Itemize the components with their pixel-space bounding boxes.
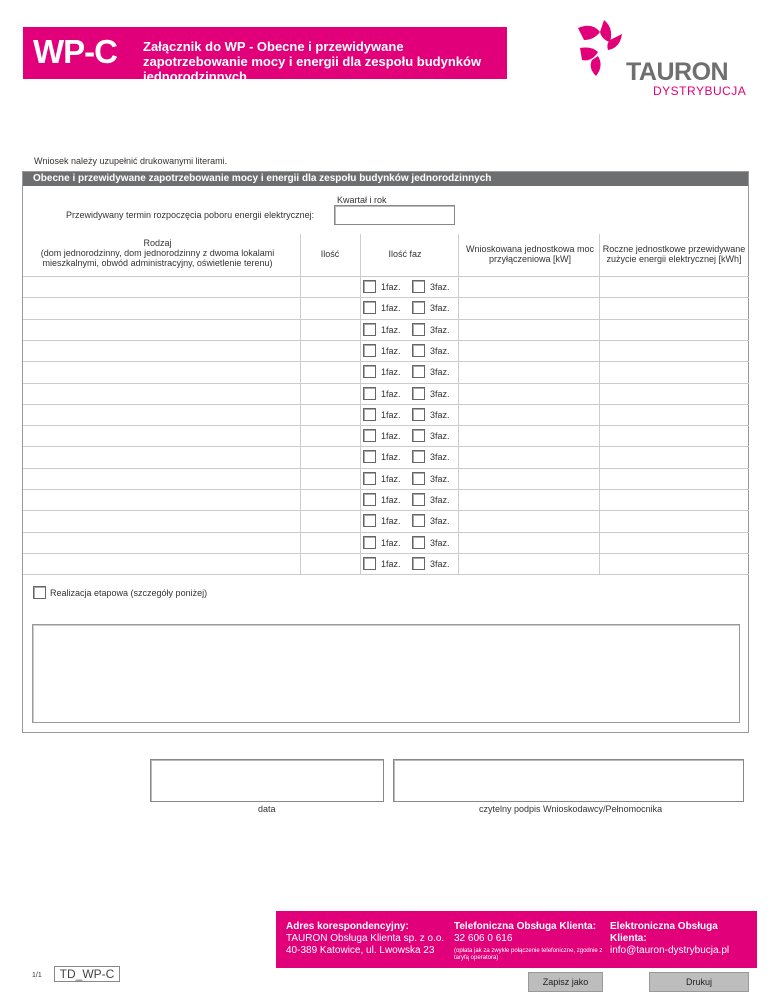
start-term-label: Przewidywany termin rozpoczęcia poboru energii elektrycznej:: [66, 210, 315, 220]
fill-instruction: Wniosek należy uzupełnić drukowanymi literami.: [34, 156, 228, 166]
address-line2: 40-389 Katowice, ul. Lwowska 23: [286, 945, 435, 956]
col-phases-header: Ilość faz: [388, 249, 422, 259]
phase1-checkbox[interactable]: [363, 365, 376, 378]
table-row-divider: [23, 340, 749, 341]
phase1-label: 1faz.: [381, 431, 401, 441]
table-row-divider: [23, 468, 749, 469]
phase1-label: 1faz.: [381, 346, 401, 356]
quarter-label: Kwartał i rok: [337, 195, 387, 205]
signature-field[interactable]: [393, 759, 744, 802]
phase3-label: 3faz.: [430, 474, 450, 484]
phase3-label: 3faz.: [430, 303, 450, 313]
phase3-checkbox[interactable]: [412, 514, 425, 527]
staged-realization-label: Realizacja etapowa (szczegóły poniżej): [50, 588, 208, 598]
col-energy-header: Roczne jednostkowe przewidywane zużycie energii elektrycznej [kWh]: [602, 244, 746, 264]
quarter-year-input[interactable]: [334, 205, 455, 225]
phase3-checkbox[interactable]: [412, 408, 425, 421]
phase1-checkbox[interactable]: [363, 387, 376, 400]
header-banner: [23, 27, 507, 84]
phone-title: Telefoniczna Obsługa Klienta:: [454, 921, 597, 932]
table-row-divider: [23, 510, 749, 511]
phase3-label: 3faz.: [430, 346, 450, 356]
tauron-logo: [568, 18, 748, 98]
phase1-label: 1faz.: [381, 410, 401, 420]
phase3-checkbox[interactable]: [412, 344, 425, 357]
phase3-checkbox[interactable]: [412, 429, 425, 442]
phase3-label: 3faz.: [430, 538, 450, 548]
phase1-label: 1faz.: [381, 559, 401, 569]
phase3-label: 3faz.: [430, 389, 450, 399]
form-title: Załącznik do WP - Obecne i przewidywane zapotrzebowanie mocy i energii dla zespołu budynków jednorodzinnych.: [143, 39, 482, 84]
table-row-divider: [23, 361, 749, 362]
phone-note: (opłata jak za zwykłe połączenie telefoniczne, zgodnie z taryfą operatora): [454, 948, 603, 961]
phase3-label: 3faz.: [430, 282, 450, 292]
phase1-label: 1faz.: [381, 389, 401, 399]
table-row-divider: [23, 553, 749, 554]
section-title: Obecne i przewidywane zapotrzebowanie mocy i energii dla zespołu budynków jednorodzinnych: [23, 172, 748, 186]
phase1-checkbox[interactable]: [363, 344, 376, 357]
phase3-checkbox[interactable]: [412, 557, 425, 570]
phase1-label: 1faz.: [381, 452, 401, 462]
save-as-button[interactable]: Zapisz jako: [528, 972, 603, 992]
phase3-checkbox[interactable]: [412, 472, 425, 485]
contact-footer: [276, 911, 757, 968]
phase3-label: 3faz.: [430, 559, 450, 569]
table-row-divider: [23, 297, 749, 298]
table-row-divider: [23, 489, 749, 490]
address-title: Adres korespondencyjny:: [286, 921, 409, 932]
page-number: 1/1: [32, 972, 42, 979]
phase3-label: 3faz.: [430, 410, 450, 420]
phase1-label: 1faz.: [381, 495, 401, 505]
phase3-checkbox[interactable]: [412, 365, 425, 378]
phase1-checkbox[interactable]: [363, 472, 376, 485]
date-label: data: [258, 804, 276, 814]
phase1-label: 1faz.: [381, 516, 401, 526]
table-row-divider: [23, 574, 749, 575]
phase1-label: 1faz.: [381, 282, 401, 292]
phase3-checkbox[interactable]: [412, 280, 425, 293]
phase1-checkbox[interactable]: [363, 280, 376, 293]
print-button[interactable]: Drukuj: [649, 972, 749, 992]
signature-label: czytelny podpis Wnioskodawcy/Pełnomocnika: [479, 804, 663, 814]
logo-wordmark: TAURON: [626, 58, 729, 86]
table-row-divider: [23, 383, 749, 384]
phase1-label: 1faz.: [381, 325, 401, 335]
date-field[interactable]: [150, 759, 384, 802]
col-qty-header: Ilość: [320, 249, 340, 259]
table-row-divider: [23, 276, 749, 277]
phase3-label: 3faz.: [430, 431, 450, 441]
address-line1: TAURON Obsługa Klienta sp. z o.o.: [286, 933, 445, 944]
phase1-checkbox[interactable]: [363, 536, 376, 549]
phase3-label: 3faz.: [430, 516, 450, 526]
phase1-checkbox[interactable]: [363, 514, 376, 527]
phase1-checkbox[interactable]: [363, 493, 376, 506]
phase3-checkbox[interactable]: [412, 450, 425, 463]
phase1-checkbox[interactable]: [363, 408, 376, 421]
phase1-label: 1faz.: [381, 474, 401, 484]
phase3-checkbox[interactable]: [412, 493, 425, 506]
table-row-divider: [23, 532, 749, 533]
table-row-divider: [23, 425, 749, 426]
col-kind-header: Rodzaj (dom jednorodzinny, dom jednorodzinny z dwoma lokalami mieszkalnymi, obwód administracyjny, oświetlenie terenu): [40, 238, 275, 268]
phase1-checkbox[interactable]: [363, 323, 376, 336]
phase1-label: 1faz.: [381, 538, 401, 548]
phase1-checkbox[interactable]: [363, 557, 376, 570]
phase1-checkbox[interactable]: [363, 301, 376, 314]
phase1-checkbox[interactable]: [363, 450, 376, 463]
phase3-label: 3faz.: [430, 495, 450, 505]
phase1-label: 1faz.: [381, 303, 401, 313]
phase3-checkbox[interactable]: [412, 536, 425, 549]
staged-realization-checkbox[interactable]: [33, 586, 46, 599]
phase3-checkbox[interactable]: [412, 387, 425, 400]
table-row-divider: [23, 319, 749, 320]
table-row-divider: [23, 446, 749, 447]
staged-details-textarea[interactable]: [32, 624, 740, 723]
form-code: WP-C: [33, 33, 117, 70]
phase3-label: 3faz.: [430, 325, 450, 335]
logo-subtitle: DYSTRYBUCJA: [653, 84, 747, 98]
phone-block: [454, 921, 604, 962]
phase3-checkbox[interactable]: [412, 323, 425, 336]
phase3-label: 3faz.: [430, 367, 450, 377]
phase3-checkbox[interactable]: [412, 301, 425, 314]
table-row-divider: [23, 404, 749, 405]
phase1-label: 1faz.: [381, 367, 401, 377]
tauron-emblem-icon: [570, 18, 630, 78]
phone-number: 32 606 0 616: [454, 933, 513, 944]
email-block: [610, 921, 755, 957]
document-code: TD_WP-C: [54, 966, 120, 982]
phase1-checkbox[interactable]: [363, 429, 376, 442]
address-block: [286, 921, 456, 957]
email-address[interactable]: info@tauron-dystrybucja.pl: [610, 945, 730, 956]
phase3-label: 3faz.: [430, 452, 450, 462]
col-power-header: Wnioskowana jednostkowa moc przyłączeniowa [kW]: [465, 244, 595, 264]
email-title: Elektroniczna Obsługa Klienta:: [610, 921, 718, 944]
